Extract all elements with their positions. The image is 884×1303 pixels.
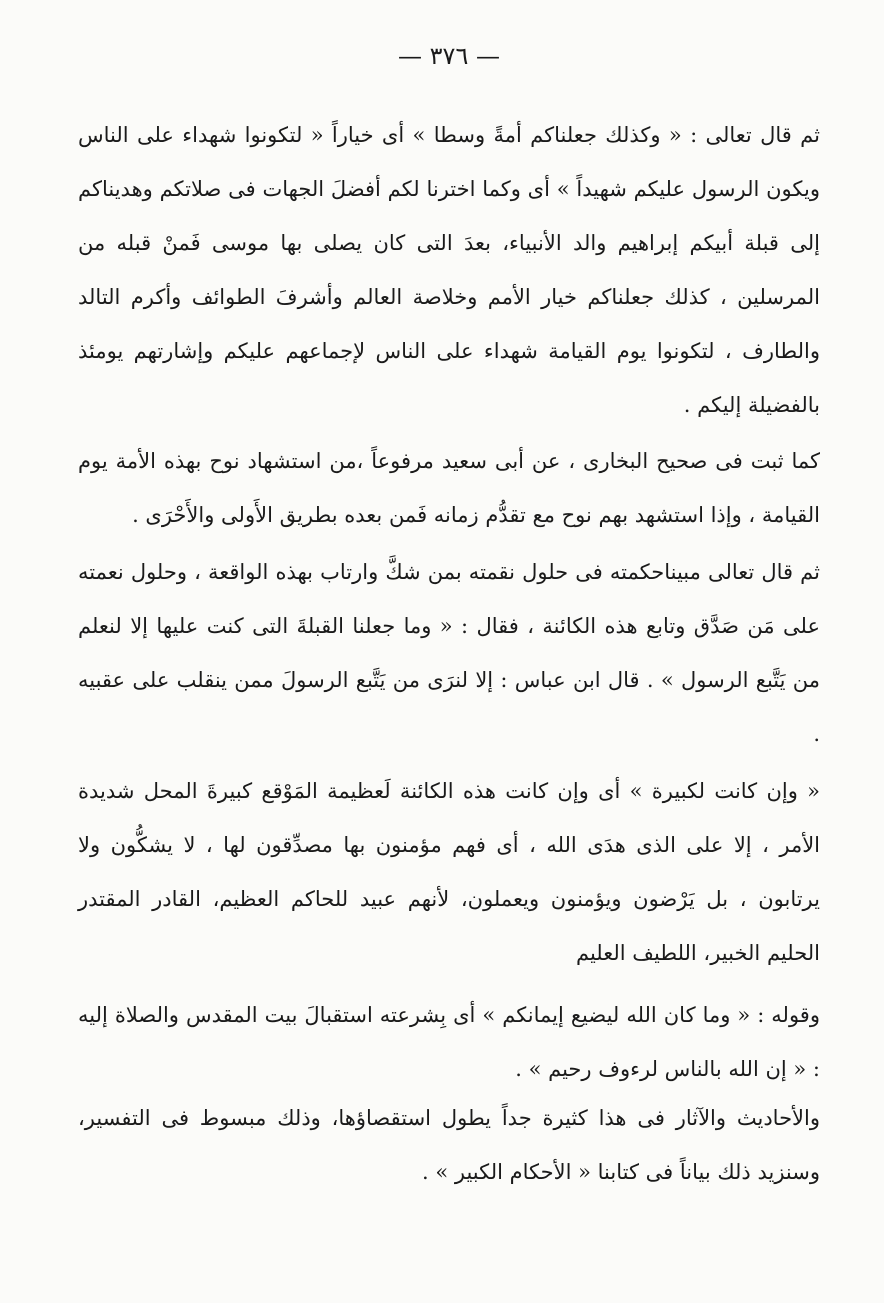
paragraph-5: وقوله : « وما كان الله ليضيع إيمانكم » أى بِشرعته استقبالَ بيت المقدس والصلاة إليه : « إن الله بالناس لرءوف رحيم » .: [78, 1003, 820, 1081]
document-page: [78, 0, 820, 1303]
paragraph-1: ثم قال تعالى : « وكذلك جعلناكم أمةً وسطا » أى خياراً « لتكونوا شهداء على الناس ويكون الرسول عليكم شهيداً » أى وكما اخترنا لكم أفضلَ الجهات فى صلاتكم وهديناكم إلى قبلة أبيكم إبراهيم والد الأنبياء، بعدَ التى كان يصلى بها موسى فَمنْ قبله من المرسلين ، كذلك جعلناكم خيار الأمم وخلاصة العالم وأشرفَ الطوائف وأكرم التالد والطارف ، لتكونوا يوم القيامة شهداء على الناس لإجماعهم عليكم وإشارتهم يومئذ بالفضيلة إليكم .: [78, 123, 820, 417]
paragraph-3: ثم قال تعالى مبيناحكمته فى حلول نقمته بمن شكَّ وارتاب بهذه الواقعة ، وحلول نعمته على مَن صَدَّق وتابع هذه الكائنة ، فقال : « وما جعلنا القبلةَ التى كنت عليها إلا لنعلم من يَتَّبع الرسول » . قال ابن عباس : إلا لنرَى من يَتَّبع الرسولَ ممن ينقلب على عقبيه .: [78, 560, 820, 746]
paragraph-6: والأحاديث والآثار فى هذا كثيرة جداً يطول استقصاؤها، وذلك مبسوط فى التفسير، وسنزيد ذلك بياناً فى كتابنا « الأحكام الكبير » .: [78, 1106, 820, 1184]
page-number: — ٣٧٦ —: [398, 42, 500, 70]
paragraph-4: « وإن كانت لكبيرة » أى وإن كانت هذه الكائنة لَعظيمة المَوْقع كبيرةَ المحل شديدة الأمر ، إلا على الذى هدَى الله ، أى فهم مؤمنون بها مصدِّقون لها ، لا يشكُّون ولا يرتابون ، بل يَرْضون ويؤمنون ويعملون، لأنهم عبيد للحاكم العظيم، القادر المقتدر الحليم الخبير، اللطيف العليم: [78, 779, 821, 965]
paragraph-2: كما ثبت فى صحيح البخارى ، عن أبى سعيد مرفوعاً ،من استشهاد نوح بهذه الأمة يوم القيامة ، وإذا استشهد بهم نوح مع تقدُّم زمانه فَمن بعده بطريق الأَولى والأَحْرَى .: [78, 449, 820, 527]
